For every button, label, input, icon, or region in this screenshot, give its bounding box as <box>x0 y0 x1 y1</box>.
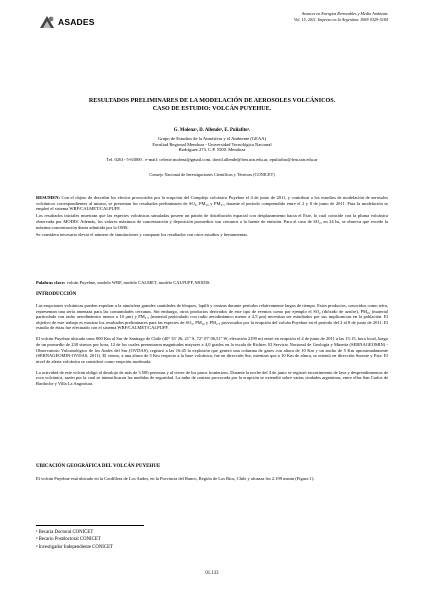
intro-paragraph-3: La actividad de este volcán obligó al desalojo de más de 3.500 personas y al cierre de los pasos fronterizos. Durante la noche del 4 de junio se registró escurrimiento de lava y desprendimientos de roca volcánica, razón por la cual se intensificaron las medidas de seguridad. La nube de cenizas provocada por la erupción se extendió sobre varias ciudades argentinas, entre ellas San Carlos de Bariloche y Villa La Angostura. <box>36 369 388 386</box>
asades-logo <box>38 12 118 32</box>
journal-line-1: Avances en Energías Renovables y Medio Ambiente <box>301 11 388 16</box>
paper-title <box>36 97 388 113</box>
authors: G. Molena¹, D. Allende², E. Puliafito³. <box>173 128 251 133</box>
journal-header <box>188 11 388 22</box>
logo-text: ASADES <box>58 17 95 27</box>
footnote-3: ³ Investigador Independiente CONICET <box>36 544 113 550</box>
intro-paragraph-2: El volcán Puyehue ubicado unos 800 Km al Sur de Santiago de Chile (40° 35' 26, 21'' S, 72° 07' 06,51'' W, elevación 2199 m) entró en erupción el 4 de junio de 2011 a las 15:15, hora local, luego de un promedio de 230 sismos por hora, 12 de los cuales presentaron magnitudes mayores a 4,0 grados en la escala de Richter. El Servicio Nacional de Geología y Minería (SERNAGEOMIN) - Observatorio Vulcanológico de los Andes del Sur (OVDAS), registró a las 16:45 la explosión que generó una columna de gases con altura de 10 Km y un ancho de 5 Km aproximadamente (SERNAGEOMIN-OVDAS, 2011). El viento, a una altura de 5 Km respecto a la base volcánica, fue en dirección Sur, mientras que a 10 Km de altura, se orientó en dirección Sureste y Este. El nivel de alerta volcánica se consideró como erupción moderada. <box>36 336 388 364</box>
abstract-paragraph-3: Se considera necesario elevar el número de simulaciones y comparar los resultados con otros estudios y herramientas. <box>36 231 249 237</box>
journal-line-2: Vol. 15, 2011. Impreso en la Argentina. ISSN 0329-5184 <box>294 16 388 22</box>
asades-emblem-icon <box>38 14 56 30</box>
council-line: Consejo Nacional de Investigaciones Científicas y Técnicas (CONICET) <box>149 172 275 177</box>
section-heading-intro: INTRODUCCIÓN <box>36 292 77 297</box>
intro-paragraph-1: Las erupciones volcánicas pueden expulsar a la atmósfera grandes cantidades de bloques, lapilli y cenizas durante períodos relativamente largos de tiempo. Estos productos, conocidos como tefra, representan una seria amenaza para las comunidades cercanas. Sin embargo, otros productos derivados de este tipo de eventos como por ejemplo el SO₂ (dióxido de azufre), PM₁₀ (material particulado con radio aerodinámico menor a 10 μm) y PM₂.₅ (material particulado con radio aerodinámico menor a 2,5 μm) necesitan ser estudiados por sus implicancias en la población. El objetivo de este trabajo es mostrar los resultados preliminares para las especies de SO₂, PM₁₀ y PM₂.₅ provocados por la erupción del volcán Puyehue en el período del 2 al 8 de junio de 2011. El estudio de éstas fue efectuado con el sistema WRF/CALMET/CALPUFF. <box>36 303 388 331</box>
footnote-divider <box>36 525 144 526</box>
affiliation <box>36 136 388 153</box>
intro-body <box>36 303 388 392</box>
footnote-1: ¹ Becaria Doctoral CONICET <box>36 530 94 535</box>
abstract-text-1: Con el objeto de describir los efectos provocados por la erupción del Complejo volcánico Puyehue el 4 de junio de 2011, y contribuir a los estudios de modelación de aerosoles volcánicos correspondientes al mismo, se presentan los resultados preliminares de SO₂, PM₁₀ y PM₂.₅ durante el período comprendido entre el 2 y 8 de junio de 2011. Para la modelación se empleó el sistema WRF/CALMET/CALPUFF. <box>36 195 388 212</box>
title-line-1: RESULTADOS PRELIMINARES DE LA MODELACIÓN DE AEROSOLES VOLCÁNICOS. <box>88 98 336 104</box>
affiliation-line-3: Rodríguez 273. C.P. 5500. Mendoza <box>178 147 246 153</box>
footnotes <box>36 529 113 551</box>
geography-paragraph: El volcán Puyehue está ubicado en la Cordillera de Los Andes, en la Provincia del Ranco, Región de Los Ríos, Chile y alcanza los 2.199 msnm (Figura 1). <box>36 476 315 481</box>
footnote-2: ² Becario Postdoctoral CONICET <box>36 537 101 543</box>
keywords-text: volcán Puyehue, modelo WRF, modelo CALMET, modelo CALPUFF, MODIS. <box>66 280 211 285</box>
section-heading-geography: UBICACIÓN GEOGRÁFICA DEL VOLCÁN PUYEHUE <box>36 464 161 469</box>
abstract <box>36 195 388 239</box>
title-line-2: CASO DE ESTUDIO: VOLCÁN PUYEHUE. <box>152 106 272 112</box>
contact-line: Tel. 0261- 5-63000 . e-mail: celeste.molena@gmail.com, david.allende@frm.utn.edu.ar, epuliafito@frm.utn.edu.ar <box>106 157 318 162</box>
affiliation-line-1: Grupo de Estudios de la Atmósfera y el Ambiente (GEAA) <box>157 136 267 141</box>
affiliation-line-2: Facultad Regional Mendoza - Universidad Tecnológica Nacional <box>152 141 272 147</box>
keywords-label: Palabras clave: <box>36 280 66 285</box>
abstract-paragraph-1 <box>36 195 388 212</box>
page-number: 01.133 <box>205 571 219 576</box>
abstract-label: RESUMEN: <box>36 195 61 200</box>
keywords <box>36 280 388 286</box>
abstract-paragraph-2: Los resultados iniciales muestran que las especies volcánicas simuladas poseen un patrón de distribución espacial con desplazamiento hacia el Este, lo cual coincide con la pluma volcánica observada por MODIS. Además, los valores máximos de concentración y deposición promedios son cercanos a la fuente de emisión. Para el caso de SO₂, en 24 hs, se observa que excede la máxima concentración diaria admitida por la OMS. <box>36 213 388 230</box>
